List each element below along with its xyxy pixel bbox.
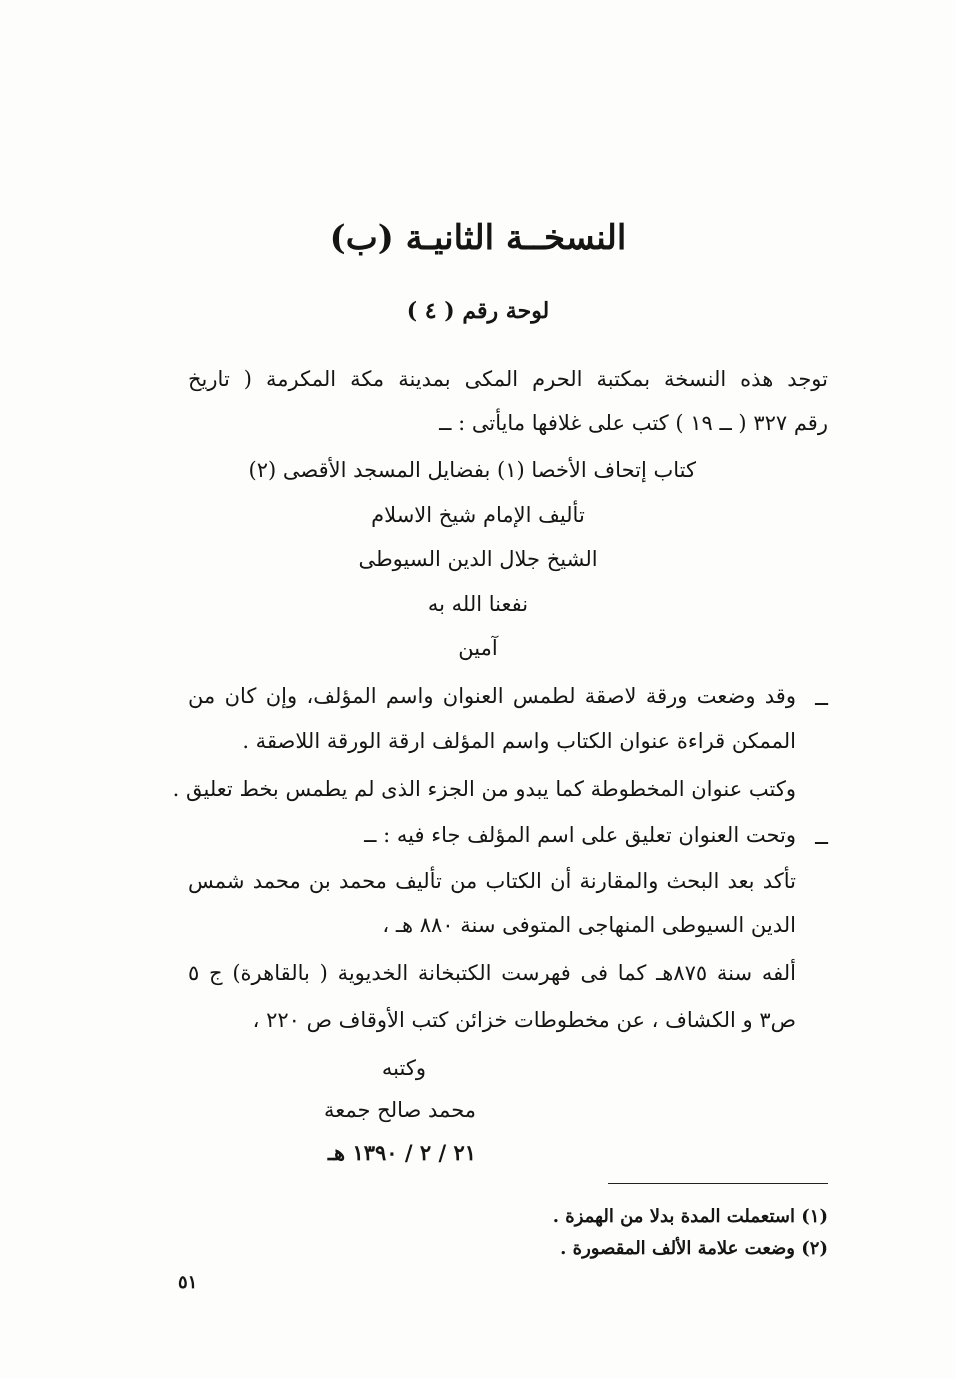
note-4-line-2: الدين السيوطى المنهاجى المتوفى سنة ٨٨٠ هـ ، xyxy=(382,913,796,937)
dash-marker-2: ــ xyxy=(815,825,828,850)
footnote-divider xyxy=(608,1183,828,1184)
signature-wrote: وكتبه xyxy=(381,1056,426,1080)
cover-blessing-line: نفعنا الله به xyxy=(427,592,529,616)
footnote-2-text: وضعت علامة الألف المقصورة . xyxy=(560,1238,795,1259)
note-2-line-1: وكتب عنوان المخطوطة كما يبدو من الجزء الذى لم يطمس بخط تعليق . xyxy=(172,777,796,801)
footnote-1-text: استعملت المدة بدلا من الهمزة . xyxy=(552,1206,795,1227)
note-3-line-1: وتحت العنوان تعليق على اسم المؤلف جاء فيه : ــ xyxy=(364,823,796,847)
note-4-line-1: تأكد بعد البحث والمقارنة أن الكتاب من تأليف محمد بن محمد شمس xyxy=(188,869,796,893)
page-title: النسخــة الثانيـة (ب) xyxy=(329,218,627,258)
cover-amen-line: آمين xyxy=(458,636,498,660)
signature-date: ٢١ / ٢ / ١٣٩٠ هـ xyxy=(327,1140,476,1165)
note-1-line-2: الممكن قراءة عنوان الكتاب واسم المؤلف ارقة الورقة اللاصقة . xyxy=(242,729,796,753)
cover-author-line: تأليف الإمام شيخ الاسلام xyxy=(371,503,585,527)
intro-line-1: توجد هذه النسخة بمكتبة الحرم المكى بمدينة مكة المكرمة ( تاريخ xyxy=(188,367,828,391)
cover-sheikh-line: الشيخ جلال الدين السيوطى xyxy=(358,547,598,571)
cover-title-line: كتاب إتحاف الأخصا (١) بفضايل المسجد الأقصى (٢) xyxy=(248,458,696,482)
note-5-line-2: ص٣ و الكشاف ، عن مخطوطات خزائن كتب الأوقاف ص ٢٢٠ ، xyxy=(252,1008,796,1032)
footnote-2-number: (٢) xyxy=(801,1238,828,1259)
footnote-1 xyxy=(553,1206,828,1227)
dash-marker-1: ــ xyxy=(815,686,828,711)
plate-number: لوحة رقم ( ٤ ) xyxy=(406,298,550,324)
footnote-2 xyxy=(560,1238,828,1259)
signature-name: محمد صالح جمعة xyxy=(323,1098,476,1122)
page-number: ٥١ xyxy=(178,1272,198,1293)
footnote-1-number: (١) xyxy=(801,1206,828,1227)
note-5-line-1: ألفه سنة ٨٧٥هـ كما فى فهرست الكتبخانة الخديوية ( بالقاهرة) ج ٥ xyxy=(188,961,796,985)
intro-line-2: رقم ٣٢٧ ( ــ ١٩ ) كتب على غلافها مايأتى : ــ xyxy=(439,411,828,435)
note-1-line-1: وقد وضعت ورقة لاصقة لطمس العنوان واسم المؤلف، وإن كان من xyxy=(188,684,796,708)
